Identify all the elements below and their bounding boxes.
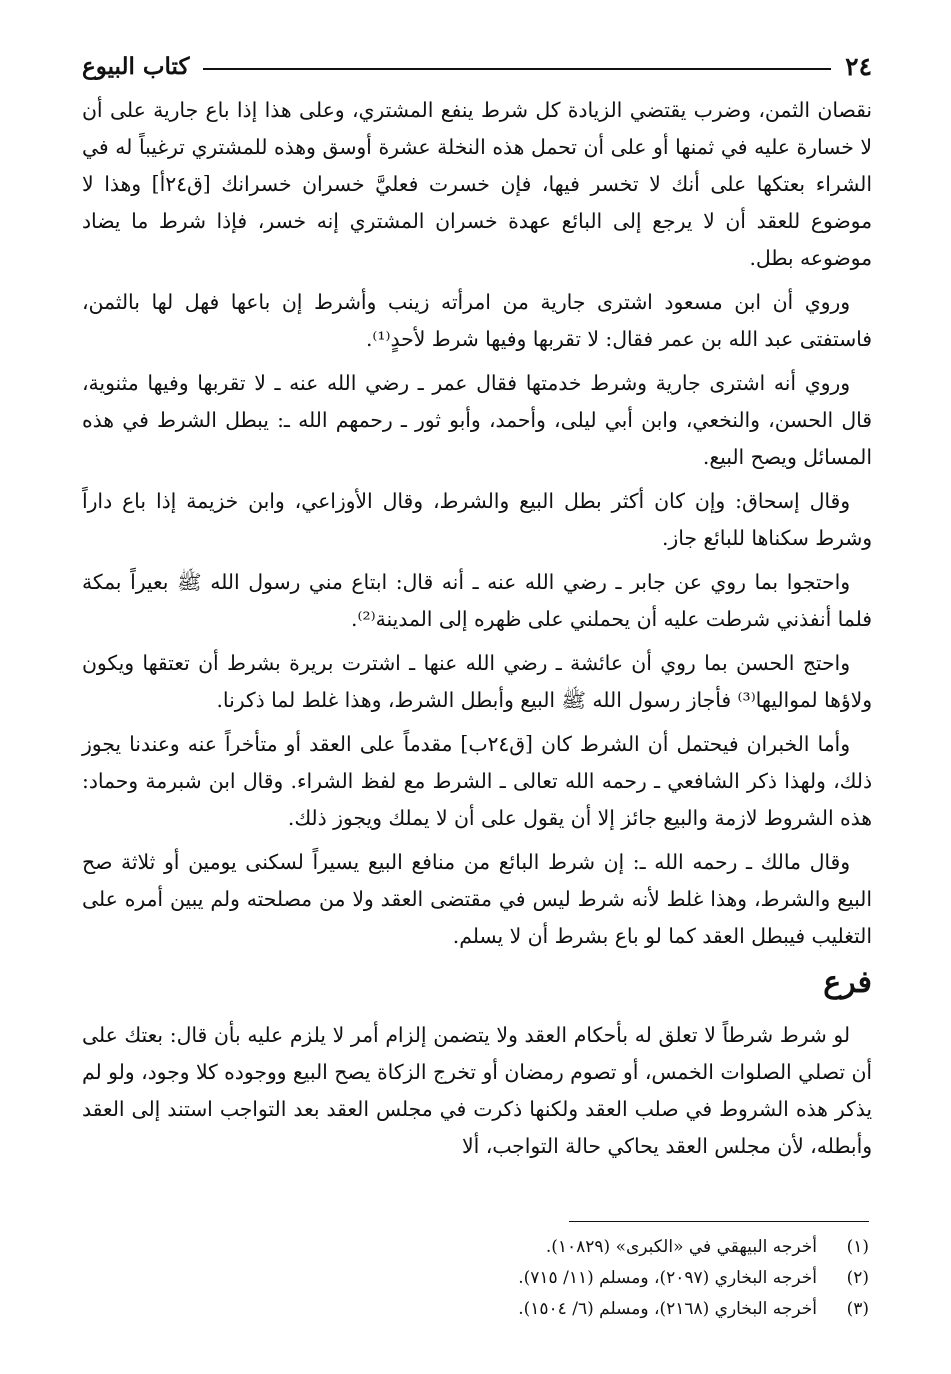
running-title: كتاب البيوع	[82, 52, 190, 80]
footnote-number: (١)	[846, 1237, 869, 1257]
footnote	[79, 1294, 869, 1325]
paragraph: وقال مالك ـ رحمه الله ـ: إن شرط البائع من منافع البيع يسيراً لسكنى يومين أو ثلاثة صح البيع والشرط، وهذا غلط لأنه شرط ليس في مقتضى العقد ولا من مصلحته ولم يبين أمره على التغليب فيبطل العقد كما لو باع بشرط أن لا يسلم.	[82, 850, 872, 948]
footnote-text: أخرجه البخاري (٢١٦٨)، ومسلم (٦/ ١٥٠٤).	[518, 1299, 817, 1319]
paragraph: واحتج الحسن بما روي أن عائشة ـ رضي الله عنها ـ اشترت بريرة بشرط أن تعتقها ويكون ولاؤها لمواليها⁽³⁾ فأجاز رسول الله ﷺ البيع وأبطل الشرط، وهذا غلط لما ذكرنا.	[82, 651, 872, 712]
section-paragraph: لو شرط شرطاً لا تعلق له بأحكام العقد ولا يتضمن إلزام أمر لا يلزم عليه بأن قال: بعتك على أن تصلي الصلوات الخمس، أو تصوم رمضان أو تخرج الزكاة يصح البيع ووجوده كلا وجود، ولو لم يذكر هذه الشروط في صلب العقد ولكنها ذكرت في مجلس العقد بعد التواجب استند إلى العقد وأبطله، لأن مجلس العقد يحاكي حالة التواجب، ألا	[82, 1023, 872, 1158]
footnotes	[79, 1232, 869, 1325]
paragraph: وأما الخبران فيحتمل أن الشرط كان [ق٢٤ب] مقدماً على العقد أو متأخراً عنه وعندنا يجوز ذلك، ولهذا ذكر الشافعي ـ رحمه الله تعالى ـ الشرط مع لفظ الشراء. وقال ابن شبرمة وحماد: هذه الشروط لازمة والبيع جائز إلا أن يقول على أن لا يملك ويجوز ذلك.	[82, 732, 872, 830]
footnote	[79, 1232, 869, 1263]
footnote-number: (٣)	[846, 1299, 869, 1319]
footnote-text: أخرجه البخاري (٢٠٩٧)، ومسلم (١١/ ٧١٥).	[518, 1268, 817, 1288]
paragraph: وروي أن ابن مسعود اشترى جارية من امرأته زينب وأشرط إن باعها فهل لها بالثمن، فاستفتى عبد الله بن عمر فقال: لا تقربها وفيها شرط لأحدٍ⁽¹⁾.	[82, 290, 872, 351]
paragraph: وروي أنه اشترى جارية وشرط خدمتها فقال عمر ـ رضي الله عنه ـ لا تقربها وفيها مثنوية، قال الحسن، والنخعي، وابن أبي ليلى، وأحمد، وأبو ثور ـ رحمهم الله ـ: يبطل الشرط في هذه المسائل ويصح البيع.	[82, 371, 872, 469]
footnote	[79, 1263, 869, 1294]
footnote-number: (٢)	[846, 1268, 869, 1288]
section-title: فرع	[823, 965, 872, 1000]
main-text	[82, 92, 872, 1172]
paragraph: واحتجوا بما روي عن جابر ـ رضي الله عنه ـ أنه قال: ابتاع مني رسول الله ﷺ بعيراً بمكة فلما أنفذني شرطت عليه أن يحملني على ظهره إلى المدينة⁽²⁾.	[82, 570, 872, 631]
paragraph: نقصان الثمن، وضرب يقتضي الزيادة كل شرط ينفع المشتري، وعلى هذا إذا باع جارية على أن لا خسارة عليه في ثمنها أو على أن تحمل هذه النخلة عشرة أوسق وهذه للمشتري ترغيباً له في الشراء بعتكها على أنك لا تخسر فيها، فإن خسرت فعليَّ خسران خسرانك [ق٢٤أ] وهذا لا موضوع للعقد أن لا يرجع إلى البائع عهدة خسران المشتري إنه خسر، فإذا شرط ما يضاد موضوعه بطل.	[82, 98, 872, 270]
footnote-text: أخرجه البيهقي في «الكبرى» (١٠٨٢٩).	[545, 1237, 817, 1257]
page-header	[82, 46, 872, 86]
paragraph: وقال إسحاق: وإن كان أكثر بطل البيع والشرط، وقال الأوزاعي، وابن خزيمة إذا باع داراً وشرط سكناها للبائع جاز.	[82, 489, 872, 550]
footnote-rule	[569, 1221, 869, 1222]
page-number: ٢٤	[845, 51, 872, 81]
header-rule	[203, 68, 831, 70]
